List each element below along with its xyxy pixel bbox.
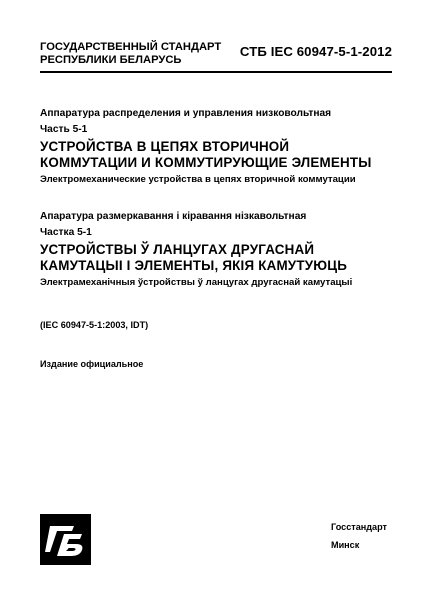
title-ru-main-line2: КОММУТАЦИИ И КОММУТИРУЮЩИЕ ЭЛЕМЕНТЫ [40, 155, 372, 170]
title-by-main-line1: УСТРОЙСТВЫ Ў ЛАНЦУГАХ ДРУГАСНАЙ [40, 242, 315, 257]
title-ru-part: Часть 5-1 [40, 124, 88, 135]
title-ru-main-line1: УСТРОЙСТВА В ЦЕПЯХ ВТОРИЧНОЙ [40, 139, 290, 154]
title-by-subtitle: Электрамеханічныя ўстройствы ў ланцугах другаснай камутацыі [40, 277, 353, 288]
title-by-main-line2: КАМУТАЦЫІ І ЭЛЕМЕНТЫ, ЯКІЯ КАМУТУЮЦЬ [40, 258, 348, 273]
title-ru-subtitle: Электромеханические устройства в цепях вторичной коммутации [40, 174, 356, 185]
edition-note: Издание официальное [40, 359, 144, 369]
title-ru-line1: Аппаратура распределения и управления низковольтная [40, 108, 332, 119]
gsb-logo-icon [40, 514, 91, 565]
iec-reference: (IEC 60947-5-1:2003, IDT) [40, 320, 149, 330]
header-divider [40, 71, 392, 73]
title-by-line1: Апаратура размеркавання і кіравання нізкавольтная [40, 211, 307, 222]
issuer-line-2: РЕСПУБЛИКИ БЕЛАРУСЬ [40, 54, 182, 66]
standard-number: СТБ IEC 60947-5-1-2012 [239, 44, 392, 59]
footer-publisher: Госстандарт [331, 522, 387, 532]
title-by-part: Частка 5-1 [40, 227, 92, 238]
footer-city: Минск [331, 540, 360, 550]
issuer-line-1: ГОСУДАРСТВЕННЫЙ СТАНДАРТ [40, 41, 222, 53]
